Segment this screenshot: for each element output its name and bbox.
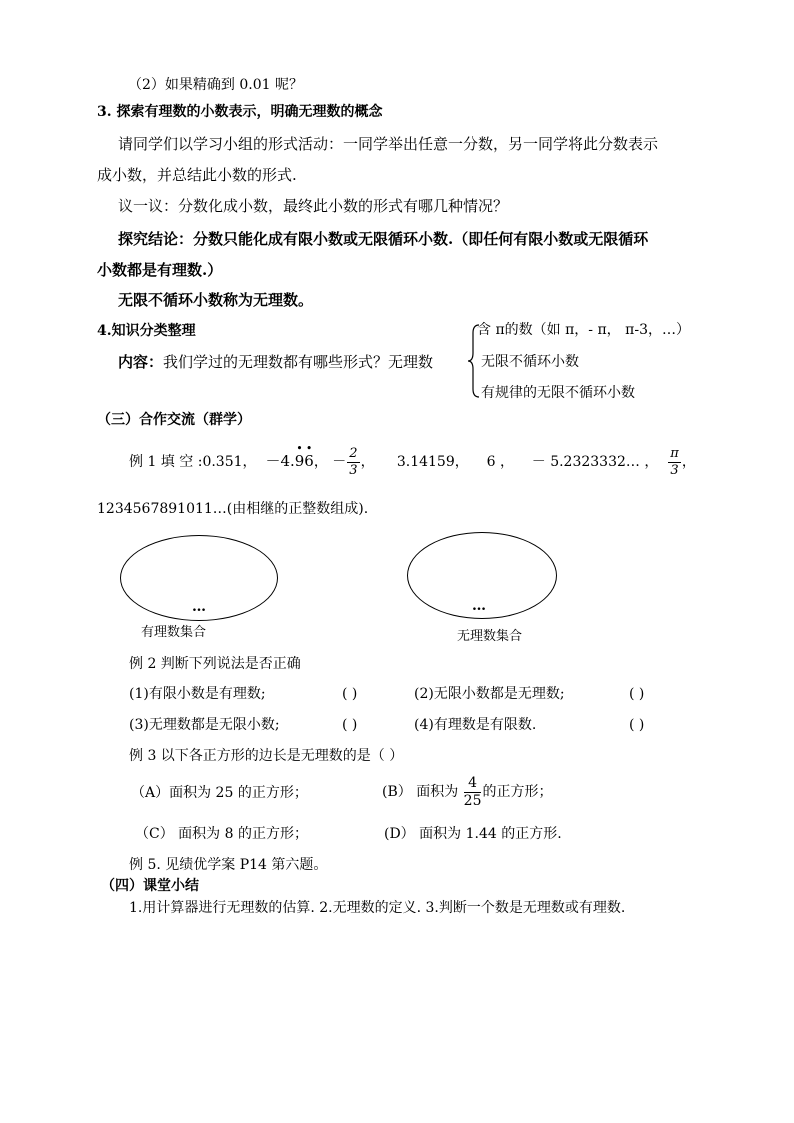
example3-title: 例 3 以下各正方形的边长是无理数的是（ ）	[129, 748, 404, 764]
section3-conclusion-line2: 小数都是有理数.）	[97, 261, 223, 279]
example1-line2: 1234567891011…(由相继的正整数组成).	[97, 501, 369, 517]
example2-answer-1[interactable]: ( )	[342, 686, 358, 702]
rational-set-dots: …	[192, 599, 206, 615]
irrational-set-dots: …	[472, 598, 486, 614]
value-repeating-decimal	[265, 452, 313, 470]
separator: ，	[454, 454, 469, 471]
separator: ，	[644, 454, 659, 471]
example2-title: 例 2 判断下列说法是否正确	[129, 656, 301, 672]
option-b-suffix: 的正方形；	[482, 784, 553, 801]
separator: ，	[681, 454, 696, 471]
example1-prefix: 例 1 填 空 :	[129, 454, 203, 471]
fraction-neg-two-thirds	[347, 447, 359, 477]
example1-line1	[129, 447, 696, 477]
example2-answer-2[interactable]: ( )	[629, 686, 645, 702]
rational-set-label: 有理数集合	[141, 625, 207, 640]
part3-title: （三）合作交流（群学）	[97, 412, 251, 428]
summary: 1.用计算器进行无理数的估算. 2.无理数的定义. 3.判断一个数是无理数或有理数.	[129, 900, 626, 916]
branch-patterned: 有规律的无限不循环小数	[481, 385, 635, 401]
value-6: 6	[486, 454, 496, 471]
branch-nonrepeating: 无限不循环小数	[481, 354, 579, 370]
fraction-pi-over-3	[668, 447, 681, 477]
content-label: 内容：	[118, 353, 164, 371]
fraction-4-over-25	[464, 776, 482, 808]
value-314159: 3.14159	[396, 454, 455, 471]
example2-answer-3[interactable]: ( )	[342, 717, 358, 733]
fraction-sign: －	[332, 454, 347, 471]
section3-title: 3. 探索有理数的小数表示，明确无理数的概念	[97, 104, 383, 120]
branch-pi-numbers: 含 π的数（如 π，- π， π-3，…）	[477, 322, 690, 338]
repeating-digit-9: • 9	[295, 453, 305, 470]
content-question: 我们学过的无理数都有哪些形式？无理数	[163, 353, 434, 371]
section3-para1-line1: 请同学们以学习小组的形式活动：一同学举出任意一分数，另一同学将此分数表示	[118, 135, 659, 153]
section4-content	[118, 354, 433, 371]
section3-definition: 无限不循环小数称为无理数。	[118, 291, 314, 309]
value-52323332: － 5.2323332…	[531, 454, 640, 471]
fraction-numerator: 2	[349, 446, 358, 461]
separator: ，	[313, 454, 328, 471]
example2-statement-2: (2)无限小数都是无理数;	[414, 686, 565, 702]
example2-statement-1: (1)有限小数是有理数;	[129, 686, 266, 702]
option-b-prefix: (B） 面积为	[382, 784, 459, 801]
repeating-decimal-prefix: －4.	[265, 452, 295, 471]
example2-answer-4[interactable]: ( )	[629, 717, 645, 733]
fraction-numerator: π	[670, 446, 679, 461]
example3-option-a: （A）面积为 25 的正方形；	[131, 785, 308, 801]
fraction-denominator: 3	[349, 462, 358, 478]
separator: ，	[360, 454, 375, 471]
separator: ，	[499, 454, 514, 471]
q2-prompt: （2）如果精确到 0.01 呢？	[128, 77, 303, 93]
example3-option-d: (D） 面积为 1.44 的正方形.	[384, 826, 562, 842]
separator: ，	[242, 454, 257, 471]
section4-title: 4.知识分类整理	[97, 323, 196, 339]
example2-statement-3: (3)无理数都是无限小数;	[129, 717, 280, 733]
repeating-digit-6: • 6	[304, 453, 314, 470]
example3-option-c: （C） 面积为 8 的正方形；	[135, 826, 308, 842]
fraction-numerator: 4	[464, 776, 482, 793]
fraction-denominator: 25	[463, 792, 482, 809]
section3-para1-line2: 成小数，并总结此小数的形式.	[97, 166, 297, 184]
irrational-set-label: 无理数集合	[457, 629, 523, 644]
example3-option-b	[382, 776, 552, 808]
section3-discuss: 议一议：分数化成小数，最终此小数的形式有哪几种情况？	[118, 197, 509, 215]
fraction-denominator: 3	[670, 462, 679, 478]
example2-statement-4: (4)有理数是有限数.	[414, 717, 537, 733]
section3-conclusion-line1: 探究结论：分数只能化成有限小数或无限循环小数.（即任何有限小数或无限循环	[118, 230, 649, 248]
value-0351: 0.351	[202, 454, 243, 471]
part4-title: （四）课堂小结	[101, 878, 199, 894]
example5: 例 5. 见绩优学案 P14 第六题。	[129, 857, 328, 873]
